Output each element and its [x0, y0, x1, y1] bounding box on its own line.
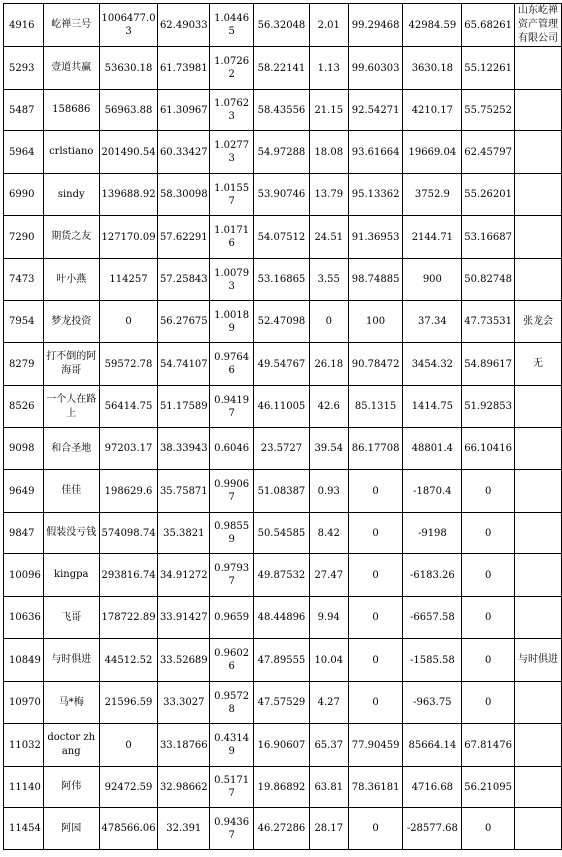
cell-note — [515, 259, 562, 301]
cell-name: 与时俱进 — [43, 639, 99, 682]
cell-note — [515, 513, 562, 554]
cell-c3: 0.6046 — [210, 428, 254, 470]
cell-c1: 44512.52 — [99, 639, 158, 682]
cell-id: 8279 — [4, 343, 44, 386]
cell-c7: 48801.4 — [403, 428, 462, 470]
cell-c2: 32.391 — [158, 808, 210, 850]
table-row — [4, 4, 562, 47]
cell-c1: 56963.88 — [99, 90, 158, 131]
table-row — [4, 513, 562, 554]
cell-c2: 57.62291 — [158, 216, 210, 259]
cell-c5: 13.79 — [309, 174, 348, 216]
cell-c7: 85664.14 — [403, 724, 462, 767]
cell-id: 10636 — [4, 597, 44, 639]
cell-c1: 293816.74 — [99, 554, 158, 597]
cell-c3: 1.04465 — [210, 4, 254, 47]
cell-c3: 1.02773 — [210, 131, 254, 174]
cell-c7: 19669.04 — [403, 131, 462, 174]
cell-c4: 49.54767 — [254, 343, 310, 386]
cell-c6: 0 — [348, 554, 403, 597]
cell-c1: 53630.18 — [99, 47, 158, 90]
cell-c6: 100 — [348, 301, 403, 343]
cell-c4: 23.5727 — [254, 428, 310, 470]
cell-c5: 63.81 — [309, 767, 348, 808]
table-row — [4, 597, 562, 639]
cell-id: 11032 — [4, 724, 44, 767]
data-table — [3, 3, 562, 850]
cell-c4: 19.86892 — [254, 767, 310, 808]
cell-c6: 98.74885 — [348, 259, 403, 301]
cell-c2: 57.25843 — [158, 259, 210, 301]
cell-c7: -963.75 — [403, 682, 462, 724]
cell-c7: 3454.32 — [403, 343, 462, 386]
cell-note — [515, 131, 562, 174]
cell-c6: 99.60303 — [348, 47, 403, 90]
cell-id: 10849 — [4, 639, 44, 682]
cell-c4: 53.16865 — [254, 259, 310, 301]
cell-c4: 46.27286 — [254, 808, 310, 850]
cell-note — [515, 767, 562, 808]
cell-name: 马*梅 — [43, 682, 99, 724]
cell-c6: 0 — [348, 682, 403, 724]
cell-c4: 49.87532 — [254, 554, 310, 597]
cell-c3: 1.07623 — [210, 90, 254, 131]
cell-c2: 33.52689 — [158, 639, 210, 682]
cell-name: doctor zhang — [43, 724, 99, 767]
cell-c1: 1006477.03 — [99, 4, 158, 47]
cell-c8: 51.92853 — [462, 386, 515, 428]
table-row — [4, 554, 562, 597]
cell-id: 11454 — [4, 808, 44, 850]
cell-id: 6990 — [4, 174, 44, 216]
cell-id: 10096 — [4, 554, 44, 597]
cell-c5: 8.42 — [309, 513, 348, 554]
table-row — [4, 131, 562, 174]
cell-note — [515, 682, 562, 724]
cell-c1: 114257 — [99, 259, 158, 301]
cell-c7: -9198 — [403, 513, 462, 554]
cell-note — [515, 90, 562, 131]
cell-note — [515, 47, 562, 90]
cell-c6: 0 — [348, 639, 403, 682]
cell-c1: 0 — [99, 301, 158, 343]
cell-c8: 0 — [462, 470, 515, 513]
cell-c3: 0.94367 — [210, 808, 254, 850]
cell-c5: 0.93 — [309, 470, 348, 513]
cell-c4: 47.89555 — [254, 639, 310, 682]
cell-c2: 32.98662 — [158, 767, 210, 808]
cell-c5: 9.94 — [309, 597, 348, 639]
cell-c8: 0 — [462, 513, 515, 554]
table-row — [4, 90, 562, 131]
cell-c7: -28577.68 — [403, 808, 462, 850]
cell-name: sindy — [43, 174, 99, 216]
cell-name: kingpa — [43, 554, 99, 597]
cell-c7: -6183.26 — [403, 554, 462, 597]
cell-c3: 1.00793 — [210, 259, 254, 301]
cell-c8: 56.21095 — [462, 767, 515, 808]
cell-c2: 35.3821 — [158, 513, 210, 554]
cell-c1: 59572.78 — [99, 343, 158, 386]
cell-c1: 97203.17 — [99, 428, 158, 470]
cell-c1: 56414.75 — [99, 386, 158, 428]
cell-c3: 1.07262 — [210, 47, 254, 90]
cell-c7: 2144.71 — [403, 216, 462, 259]
cell-c2: 33.18766 — [158, 724, 210, 767]
cell-id: 9649 — [4, 470, 44, 513]
cell-c3: 0.43149 — [210, 724, 254, 767]
cell-c5: 4.27 — [309, 682, 348, 724]
cell-c2: 58.30098 — [158, 174, 210, 216]
cell-c3: 0.99067 — [210, 470, 254, 513]
cell-c1: 92472.59 — [99, 767, 158, 808]
table-row — [4, 428, 562, 470]
table-row — [4, 639, 562, 682]
table-row — [4, 301, 562, 343]
cell-c8: 55.12261 — [462, 47, 515, 90]
cell-c7: 3630.18 — [403, 47, 462, 90]
cell-c6: 95.13362 — [348, 174, 403, 216]
cell-c4: 50.54585 — [254, 513, 310, 554]
cell-name: 阿园 — [43, 808, 99, 850]
cell-c3: 0.97937 — [210, 554, 254, 597]
cell-name: 158686 — [43, 90, 99, 131]
table-row — [4, 808, 562, 850]
cell-c7: -1585.58 — [403, 639, 462, 682]
cell-c5: 18.08 — [309, 131, 348, 174]
cell-c7: 3752.9 — [403, 174, 462, 216]
table-row — [4, 259, 562, 301]
cell-id: 7954 — [4, 301, 44, 343]
cell-name: 壹道共赢 — [43, 47, 99, 90]
cell-note: 张龙会 — [515, 301, 562, 343]
cell-c5: 27.47 — [309, 554, 348, 597]
cell-c6: 0 — [348, 597, 403, 639]
cell-c1: 21596.59 — [99, 682, 158, 724]
cell-c5: 24.51 — [309, 216, 348, 259]
cell-c8: 0 — [462, 597, 515, 639]
cell-c6: 77.90459 — [348, 724, 403, 767]
cell-c1: 127170.09 — [99, 216, 158, 259]
cell-c4: 48.44896 — [254, 597, 310, 639]
cell-c5: 1.13 — [309, 47, 348, 90]
cell-name: 阿伟 — [43, 767, 99, 808]
cell-name: 屹禅三号 — [43, 4, 99, 47]
cell-name: 飞哥 — [43, 597, 99, 639]
cell-note: 与时俱进 — [515, 639, 562, 682]
table-row — [4, 470, 562, 513]
cell-id: 4916 — [4, 4, 44, 47]
cell-c8: 54.89617 — [462, 343, 515, 386]
cell-c5: 26.18 — [309, 343, 348, 386]
cell-c2: 60.33427 — [158, 131, 210, 174]
cell-note: 无 — [515, 343, 562, 386]
cell-c4: 58.43556 — [254, 90, 310, 131]
table-row — [4, 47, 562, 90]
table-row — [4, 174, 562, 216]
cell-c8: 55.26201 — [462, 174, 515, 216]
cell-c8: 0 — [462, 808, 515, 850]
cell-note: 山东屹禅资产管理有限公司 — [515, 4, 562, 47]
cell-c6: 90.78472 — [348, 343, 403, 386]
cell-c1: 198629.6 — [99, 470, 158, 513]
cell-c2: 35.75871 — [158, 470, 210, 513]
cell-c3: 0.98559 — [210, 513, 254, 554]
cell-c2: 61.73981 — [158, 47, 210, 90]
table-row — [4, 386, 562, 428]
cell-c2: 54.74107 — [158, 343, 210, 386]
cell-note — [515, 554, 562, 597]
cell-c3: 0.95728 — [210, 682, 254, 724]
cell-c4: 46.11005 — [254, 386, 310, 428]
cell-name: 佳佳 — [43, 470, 99, 513]
cell-c3: 0.97646 — [210, 343, 254, 386]
cell-note — [515, 597, 562, 639]
table-row — [4, 767, 562, 808]
table-row — [4, 682, 562, 724]
cell-c2: 61.30967 — [158, 90, 210, 131]
cell-c1: 178722.89 — [99, 597, 158, 639]
cell-name: 叶小燕 — [43, 259, 99, 301]
cell-id: 11140 — [4, 767, 44, 808]
cell-c1: 201490.54 — [99, 131, 158, 174]
cell-c8: 53.16687 — [462, 216, 515, 259]
cell-c4: 54.07512 — [254, 216, 310, 259]
cell-name: 梦龙投资 — [43, 301, 99, 343]
cell-note — [515, 174, 562, 216]
cell-c4: 52.47098 — [254, 301, 310, 343]
cell-name: 一个人在路上 — [43, 386, 99, 428]
cell-c5: 10.04 — [309, 639, 348, 682]
cell-id: 5293 — [4, 47, 44, 90]
cell-c5: 21.15 — [309, 90, 348, 131]
cell-note — [515, 216, 562, 259]
cell-id: 9098 — [4, 428, 44, 470]
cell-c8: 0 — [462, 682, 515, 724]
cell-c6: 0 — [348, 808, 403, 850]
cell-c4: 56.32048 — [254, 4, 310, 47]
cell-id: 9847 — [4, 513, 44, 554]
cell-note — [515, 724, 562, 767]
cell-c6: 78.36181 — [348, 767, 403, 808]
cell-c5: 39.54 — [309, 428, 348, 470]
cell-c7: 4210.17 — [403, 90, 462, 131]
cell-c6: 92.54271 — [348, 90, 403, 131]
cell-c4: 58.22141 — [254, 47, 310, 90]
cell-c2: 33.3027 — [158, 682, 210, 724]
cell-c3: 0.51717 — [210, 767, 254, 808]
cell-c8: 0 — [462, 554, 515, 597]
cell-id: 5964 — [4, 131, 44, 174]
cell-c7: 4716.68 — [403, 767, 462, 808]
cell-c6: 99.29468 — [348, 4, 403, 47]
cell-c2: 38.33943 — [158, 428, 210, 470]
cell-c1: 478566.06 — [99, 808, 158, 850]
cell-c5: 28.17 — [309, 808, 348, 850]
cell-c2: 34.91272 — [158, 554, 210, 597]
cell-c6: 0 — [348, 513, 403, 554]
cell-note — [515, 808, 562, 850]
cell-id: 7473 — [4, 259, 44, 301]
cell-c7: 900 — [403, 259, 462, 301]
table-row — [4, 724, 562, 767]
cell-c5: 0 — [309, 301, 348, 343]
cell-c5: 42.6 — [309, 386, 348, 428]
cell-name: 假装没亏钱 — [43, 513, 99, 554]
cell-c2: 33.91427 — [158, 597, 210, 639]
cell-c4: 53.90746 — [254, 174, 310, 216]
cell-c7: -6657.58 — [403, 597, 462, 639]
cell-c7: -1870.4 — [403, 470, 462, 513]
cell-c5: 65.37 — [309, 724, 348, 767]
cell-c6: 86.17708 — [348, 428, 403, 470]
table-body — [4, 4, 562, 850]
cell-c6: 0 — [348, 470, 403, 513]
cell-c8: 0 — [462, 639, 515, 682]
cell-c3: 1.01716 — [210, 216, 254, 259]
cell-c3: 1.00189 — [210, 301, 254, 343]
cell-c8: 47.73531 — [462, 301, 515, 343]
cell-c1: 574098.74 — [99, 513, 158, 554]
cell-c2: 56.27675 — [158, 301, 210, 343]
cell-name: 和合圣地 — [43, 428, 99, 470]
cell-id: 5487 — [4, 90, 44, 131]
cell-c8: 50.82748 — [462, 259, 515, 301]
cell-c3: 1.01557 — [210, 174, 254, 216]
cell-c4: 54.97288 — [254, 131, 310, 174]
cell-c3: 0.96026 — [210, 639, 254, 682]
table-row — [4, 216, 562, 259]
cell-c3: 0.9659 — [210, 597, 254, 639]
cell-c8: 62.45797 — [462, 131, 515, 174]
cell-c6: 91.36953 — [348, 216, 403, 259]
cell-c5: 3.55 — [309, 259, 348, 301]
cell-id: 8526 — [4, 386, 44, 428]
cell-id: 7290 — [4, 216, 44, 259]
cell-note — [515, 470, 562, 513]
cell-c2: 51.17589 — [158, 386, 210, 428]
cell-c7: 42984.59 — [403, 4, 462, 47]
cell-c8: 65.68261 — [462, 4, 515, 47]
cell-c7: 1414.75 — [403, 386, 462, 428]
cell-c8: 55.75252 — [462, 90, 515, 131]
cell-c4: 16.90607 — [254, 724, 310, 767]
cell-c6: 85.1315 — [348, 386, 403, 428]
cell-c8: 67.81476 — [462, 724, 515, 767]
cell-id: 10970 — [4, 682, 44, 724]
cell-c1: 139688.92 — [99, 174, 158, 216]
cell-name: 打不倒的阿海哥 — [43, 343, 99, 386]
cell-c4: 51.08387 — [254, 470, 310, 513]
cell-c6: 93.61664 — [348, 131, 403, 174]
cell-c7: 37.34 — [403, 301, 462, 343]
table-row — [4, 343, 562, 386]
cell-c1: 0 — [99, 724, 158, 767]
cell-note — [515, 428, 562, 470]
cell-note — [515, 386, 562, 428]
cell-c4: 47.57529 — [254, 682, 310, 724]
cell-name: 期货之友 — [43, 216, 99, 259]
cell-c2: 62.49033 — [158, 4, 210, 47]
cell-c5: 2.01 — [309, 4, 348, 47]
cell-c3: 0.94197 — [210, 386, 254, 428]
cell-name: crlstiano — [43, 131, 99, 174]
cell-c8: 66.10416 — [462, 428, 515, 470]
